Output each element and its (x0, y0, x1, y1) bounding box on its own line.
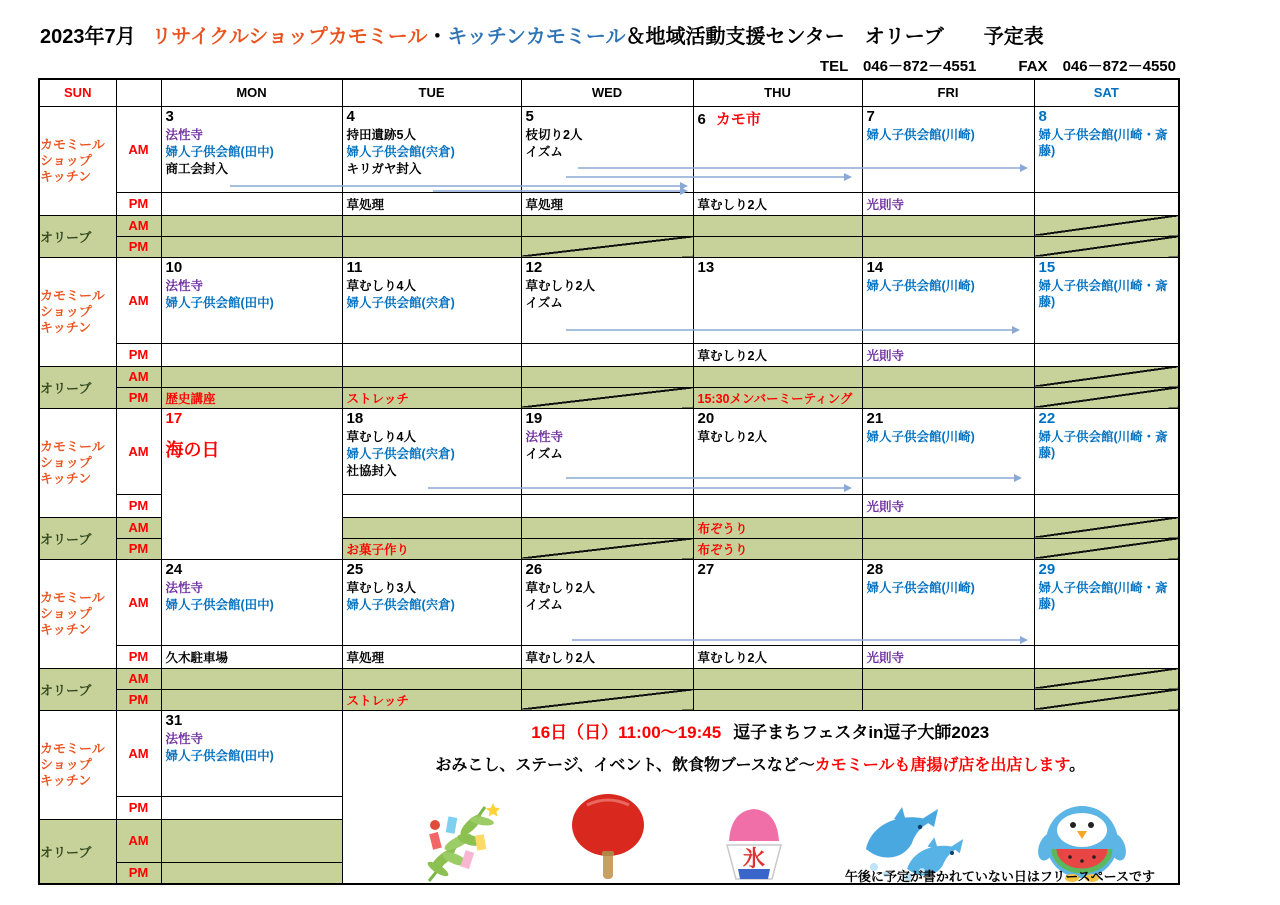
festival-announcement (342, 710, 1179, 884)
day-cell (1034, 408, 1179, 494)
row-label-chamomile: カモミール ショップ キッチン (39, 257, 116, 366)
day-number: 17 (165, 409, 183, 427)
olive-cell (862, 689, 1034, 710)
pm-cell (161, 192, 342, 215)
tel-number: TEL 046－872－4551 (819, 58, 977, 75)
pm-label: PM (116, 387, 161, 408)
blocked-cell (1034, 538, 1179, 559)
day-number: 6 (697, 110, 706, 128)
pm-label: PM (116, 689, 161, 710)
pm-cell: 光則寺 (862, 494, 1034, 517)
olive-cell: 布ぞうり (693, 538, 862, 559)
day-number: 10 (165, 258, 183, 276)
pm-cell (342, 343, 521, 366)
olive-cell (693, 236, 862, 257)
olive-cell (161, 668, 342, 689)
schedule-entry: 枝切り2人 (525, 127, 583, 142)
week1-pm-row (39, 192, 1179, 215)
day-cell (693, 257, 862, 343)
day-cell (521, 408, 693, 494)
row-label-chamomile: カモミール ショップ キッチン (39, 559, 116, 668)
day-cell (521, 559, 693, 645)
day-cell (693, 408, 862, 494)
blocked-cell (521, 538, 693, 559)
day-cell (161, 106, 342, 192)
row-label-olive: オリーブ (39, 215, 116, 257)
schedule-entry: 社協封入 (346, 463, 397, 478)
day-number: 11 (346, 258, 363, 276)
blocked-cell (1034, 343, 1179, 366)
day-number: 21 (866, 409, 884, 427)
festival-name: 逗子まちフェスタin逗子大師2023 (733, 722, 990, 742)
blocked-cell (1034, 387, 1179, 408)
title-recycle-shop: リサイクルショップカモミール (151, 26, 428, 48)
olive-cell (862, 387, 1034, 408)
row-label-chamomile: カモミール ショップ キッチン (39, 408, 116, 517)
schedule-entry: 婦人子供会館(川崎) (866, 429, 975, 444)
day-number: 19 (525, 409, 543, 427)
pm-cell: 草むしり2人 (693, 645, 862, 668)
week2-olive-pm-row (39, 387, 1179, 408)
day-number: 14 (866, 258, 884, 276)
pm-cell (161, 796, 342, 819)
schedule-table (38, 78, 1180, 885)
olive-cell (521, 668, 693, 689)
pm-cell: 草むしり2人 (521, 645, 693, 668)
schedule-entry: 婦人子供会館(川崎) (866, 127, 975, 142)
blocked-cell (1034, 192, 1179, 215)
olive-cell (862, 366, 1034, 387)
day-cell (1034, 559, 1179, 645)
week1-olive-pm-row (39, 236, 1179, 257)
am-label: AM (116, 559, 161, 645)
pm-cell: 光則寺 (862, 192, 1034, 215)
schedule-entry: 法性寺 (165, 580, 204, 595)
fan-icon (567, 791, 649, 883)
am-label: AM (116, 408, 161, 494)
olive-cell: ストレッチ (342, 689, 521, 710)
schedule-entry: 婦人子供会館(川崎・斎藤) (1038, 278, 1168, 309)
blocked-cell (1034, 494, 1179, 517)
schedule-entry: 婦人子供会館(田中) (165, 597, 274, 612)
weekday-header-row (39, 79, 1179, 106)
day-cell (521, 106, 693, 192)
schedule-entry: 持田遺跡5人 (346, 127, 416, 142)
blocked-cell (1034, 645, 1179, 668)
col-header-thu: THU (693, 79, 862, 106)
schedule-entry: 婦人子供会館(田中) (165, 748, 274, 763)
day-number: 31 (165, 711, 183, 729)
pm-label: PM (116, 343, 161, 366)
day-number: 3 (165, 107, 174, 125)
col-header-wed: WED (521, 79, 693, 106)
am-label: AM (116, 668, 161, 689)
col-header-fri: FRI (862, 79, 1034, 106)
schedule-entry: 法性寺 (165, 731, 204, 746)
day-number: 20 (697, 409, 715, 427)
day-number: 4 (346, 107, 355, 125)
olive-cell (342, 236, 521, 257)
olive-cell (342, 215, 521, 236)
col-header-tue: TUE (342, 79, 521, 106)
olive-cell (342, 668, 521, 689)
page-title (40, 20, 1044, 49)
day-number: 29 (1038, 560, 1056, 578)
festival-headline (343, 718, 1179, 743)
olive-cell: ストレッチ (342, 387, 521, 408)
row-label-chamomile: カモミール ショップ キッチン (39, 106, 116, 215)
olive-cell (521, 215, 693, 236)
day-number: 25 (346, 560, 364, 578)
schedule-entry: キリガヤ封入 (346, 161, 422, 176)
blocked-cell (521, 236, 693, 257)
pm-cell (161, 343, 342, 366)
pm-cell (693, 494, 862, 517)
schedule-entry: 婦人子供会館(宍倉) (346, 295, 455, 310)
olive-cell (862, 215, 1034, 236)
day-number: 18 (346, 409, 364, 427)
schedule-entry: 婦人子供会館(川崎) (866, 580, 975, 595)
schedule-entry: 婦人子供会館(川崎・斎藤) (1038, 127, 1168, 158)
schedule-entry: 婦人子供会館(宍倉) (346, 446, 455, 461)
schedule-entry: イズム (525, 597, 563, 612)
pm-label: PM (116, 645, 161, 668)
day-number: 26 (525, 560, 543, 578)
day-number: 13 (697, 258, 715, 276)
row-label-olive: オリーブ (39, 668, 116, 710)
pm-cell (521, 343, 693, 366)
blocked-cell (1034, 215, 1179, 236)
festival-time: 16日（日）11:00～19:45 (531, 722, 722, 742)
week2-am-row (39, 257, 1179, 343)
blocked-cell (1034, 236, 1179, 257)
pm-label: PM (116, 796, 161, 819)
day-cell (862, 559, 1034, 645)
blocked-cell (1034, 689, 1179, 710)
day-cell (161, 559, 342, 645)
title-olive-center: ＆地域活動支援センター オリーブ 予定表 (625, 26, 1044, 48)
tanabata-icon (413, 797, 505, 883)
day-cell (862, 106, 1034, 192)
pm-label: PM (116, 494, 161, 517)
col-header-ampm (116, 79, 161, 106)
pm-cell: 久木駐車場 (161, 645, 342, 668)
schedule-entry: 草むしり4人 (346, 278, 416, 293)
olive-cell: お菓子作り (342, 538, 521, 559)
pm-cell: 草むしり2人 (693, 192, 862, 215)
col-header-sat: SAT (1034, 79, 1179, 106)
day-number: 15 (1038, 258, 1056, 276)
week2-olive-am-row (39, 366, 1179, 387)
am-label: AM (116, 710, 161, 796)
pm-cell: 草処理 (342, 645, 521, 668)
week2-pm-row (39, 343, 1179, 366)
schedule-entry: 草むしり2人 (525, 278, 595, 293)
blocked-cell (1034, 668, 1179, 689)
schedule-entry: 婦人子供会館(川崎・斎藤) (1038, 429, 1168, 460)
olive-cell: 15:30メンバーミーティング (693, 387, 862, 408)
day-number: 5 (525, 107, 534, 125)
contact-line (820, 55, 1176, 76)
day-number: 7 (866, 107, 875, 125)
row-label-chamomile: カモミール ショップ キッチン (39, 710, 116, 819)
schedule-entry: 草むしり4人 (346, 429, 416, 444)
day-cell (862, 408, 1034, 494)
schedule-entry: 法性寺 (165, 278, 204, 293)
olive-cell (862, 517, 1034, 538)
day-cell (342, 106, 521, 192)
pm-cell: 草処理 (521, 192, 693, 215)
am-label: AM (116, 215, 161, 236)
olive-cell (693, 689, 862, 710)
fax-number: FAX 046－872－4550 (1018, 58, 1176, 75)
week3-am-row (39, 408, 1179, 494)
blocked-cell (521, 689, 693, 710)
am-label: AM (116, 819, 161, 863)
pm-cell: 草むしり2人 (693, 343, 862, 366)
olive-cell (862, 236, 1034, 257)
pm-label: PM (116, 863, 161, 884)
schedule-entry: 法性寺 (165, 127, 204, 142)
am-label: AM (116, 106, 161, 192)
footnote: 午後に予定が書かれていない日はフリースペースです (844, 869, 1155, 884)
schedule-entry: イズム (525, 295, 563, 310)
week1-am-row (39, 106, 1179, 192)
col-header-sun: SUN (39, 79, 116, 106)
holiday-cell (161, 408, 342, 559)
day-cell (342, 257, 521, 343)
week5-am-row (39, 710, 1179, 796)
day-cell (693, 106, 862, 192)
day-number: 22 (1038, 409, 1056, 427)
day-number: 27 (697, 560, 715, 578)
pm-label: PM (116, 192, 161, 215)
row-label-olive: オリーブ (39, 517, 116, 559)
olive-cell (161, 215, 342, 236)
pm-label: PM (116, 236, 161, 257)
schedule-entry: 婦人子供会館(田中) (165, 295, 274, 310)
olive-cell (161, 689, 342, 710)
pm-label: PM (116, 538, 161, 559)
pm-cell: 光則寺 (862, 343, 1034, 366)
olive-cell (693, 668, 862, 689)
am-label: AM (116, 517, 161, 538)
week4-am-row (39, 559, 1179, 645)
week4-olive-am-row (39, 668, 1179, 689)
schedule-entry: 草むしり2人 (697, 429, 767, 444)
shaved-ice-icon (711, 795, 797, 883)
week1-olive-am-row (39, 215, 1179, 236)
day-cell (342, 408, 521, 494)
day-cell (521, 257, 693, 343)
schedule-entry: 婦人子供会館(川崎・斎藤) (1038, 580, 1168, 611)
blocked-cell (1034, 366, 1179, 387)
olive-cell (862, 668, 1034, 689)
schedule-entry: 草むしり3人 (346, 580, 416, 595)
day-cell (342, 559, 521, 645)
day-cell (1034, 257, 1179, 343)
row-label-olive: オリーブ (39, 366, 116, 408)
kamoichi-label: カモ市 (715, 110, 761, 128)
olive-cell (693, 215, 862, 236)
blocked-cell (521, 387, 693, 408)
am-label: AM (116, 257, 161, 343)
pm-cell: 草処理 (342, 192, 521, 215)
olive-cell (161, 366, 342, 387)
schedule-entry: 婦人子供会館(川崎) (866, 278, 975, 293)
day-number: 28 (866, 560, 884, 578)
festival-description: おみこし、ステージ、イベント、飲食物ブースなど～カモミールも唐揚げ店を出店します。 (435, 756, 1086, 774)
pm-cell: 光則寺 (862, 645, 1034, 668)
schedule-entry: 婦人子供会館(宍倉) (346, 144, 455, 159)
schedule-entry: イズム (525, 446, 563, 461)
week4-olive-pm-row (39, 689, 1179, 710)
day-cell (693, 559, 862, 645)
title-separator: ・ (427, 26, 448, 48)
title-month: 2023年7月 (40, 26, 136, 48)
day-cell (161, 257, 342, 343)
olive-cell (161, 819, 342, 863)
col-header-mon: MON (161, 79, 342, 106)
olive-cell (161, 863, 342, 884)
olive-cell (342, 366, 521, 387)
olive-cell (862, 538, 1034, 559)
pm-cell (342, 494, 521, 517)
schedule-entry: 法性寺 (525, 429, 564, 444)
schedule-entry: 草むしり2人 (525, 580, 595, 595)
week4-pm-row (39, 645, 1179, 668)
day-cell (161, 710, 342, 796)
olive-cell (161, 236, 342, 257)
day-cell (1034, 106, 1179, 192)
row-label-olive: オリーブ (39, 819, 116, 884)
olive-cell (521, 517, 693, 538)
schedule-entry: 婦人子供会館(田中) (165, 144, 274, 159)
am-label: AM (116, 366, 161, 387)
holiday-label: 海の日 (165, 439, 220, 460)
olive-cell (342, 517, 521, 538)
blocked-cell (1034, 517, 1179, 538)
day-number: 24 (165, 560, 183, 578)
pm-cell (521, 494, 693, 517)
olive-cell: 布ぞうり (693, 517, 862, 538)
day-number: 8 (1038, 107, 1047, 125)
day-number: 12 (525, 258, 543, 276)
olive-cell (521, 366, 693, 387)
olive-cell: 歴史講座 (161, 387, 342, 408)
olive-cell (693, 366, 862, 387)
schedule-entry: 商工会封入 (165, 161, 229, 176)
schedule-entry: 婦人子供会館(宍倉) (346, 597, 455, 612)
svg-text:氷: 氷 (743, 845, 766, 871)
day-cell (862, 257, 1034, 343)
schedule-entry: イズム (525, 144, 563, 159)
title-kitchen: キッチンカモミール (447, 26, 626, 48)
